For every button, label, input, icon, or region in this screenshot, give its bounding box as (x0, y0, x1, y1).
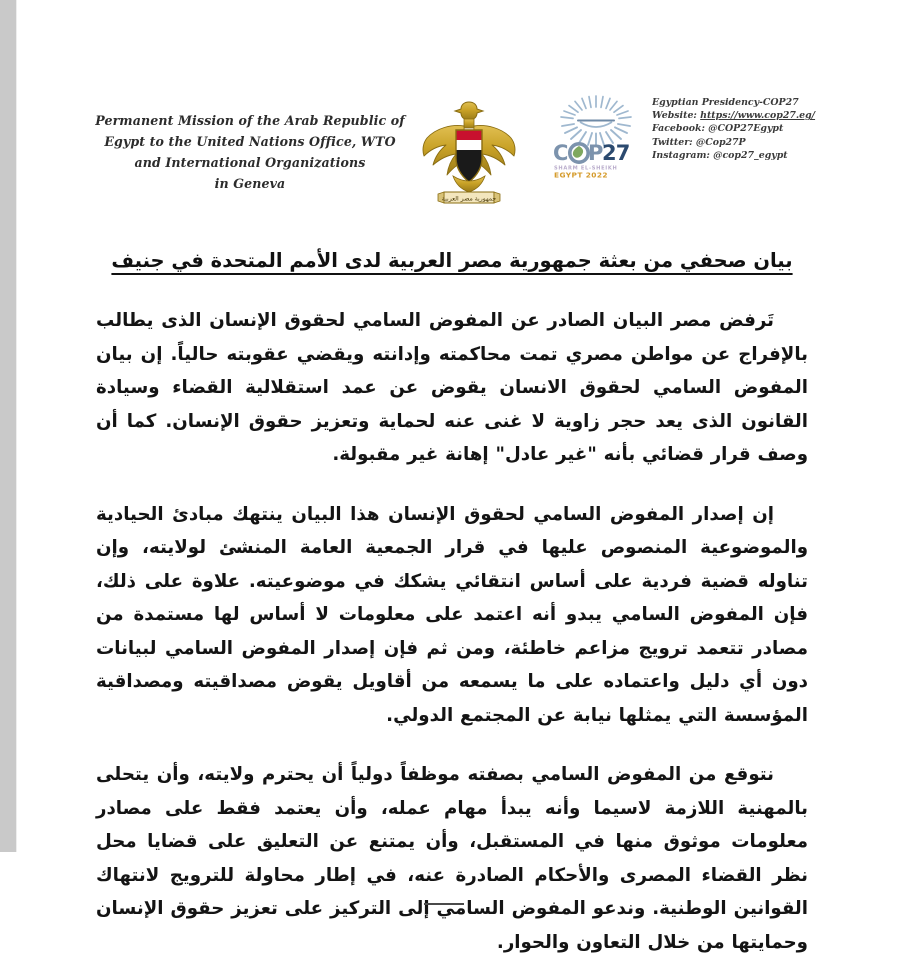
mission-title-block (88, 110, 412, 194)
contact-twitter: Twitter: @Cop27P (652, 136, 746, 148)
mission-title-line-3: and International Organizations (134, 155, 366, 170)
mission-title-line-2: Egypt to the United Nations Office, WTO (104, 134, 396, 149)
letterhead (0, 92, 904, 214)
contact-website (652, 109, 902, 122)
contact-facebook: Facebook: @COP27Egypt (652, 123, 784, 135)
footer-divider (424, 903, 464, 905)
eagle-of-saladin-icon (420, 98, 518, 210)
emblem-caption-text: جمهورية مصر العربية (441, 195, 497, 203)
cop27-contact-block (652, 96, 902, 162)
page-title: بيان صحفي من بعثة جمهورية مصر العربية لدى الأمم المتحدة في جنيف (111, 249, 793, 272)
contact-instagram: Instagram: @cop27_egypt (652, 149, 788, 161)
mission-title-line-4: in Geneva (214, 176, 286, 191)
contact-website-url[interactable]: https://www.cop27.eg/ (700, 110, 816, 122)
cop27-tagline-line-2: EGYPT 2022 (554, 170, 608, 180)
paragraph-1: تَرفض مصر البيان الصادر عن المفوض السامي لحقوق الإنسان الذى يطالب بالإفراج عن مواطن مصري تمت محاكمته وإدانته ويقضي عقوبته حالياً. إن بيان المفوض السامي لحقوق الانسان يقوض عن عمد استقلالية القضاء وسيادة القانون الذى يعد حجر زاوية لا غنى عنه لحماية وتعزيز حقوق الإنسان. كما أن وصف قرار قضائي بأنه "غير عادل" إهانة غير مقبولة. (96, 310, 808, 465)
mission-title-line-1: Permanent Mission of the Arab Republic of (95, 113, 405, 128)
document-body (96, 246, 808, 959)
cop27-sun-icon (554, 94, 638, 146)
svg-text:P: P (588, 141, 603, 165)
svg-text:27: 27 (602, 141, 630, 165)
paragraph-3: نتوقع من المفوض السامي بصفته موظفاً دولياً أن يحترم ولايته، وأن يتحلى بالمهنية اللازمة لاسيما وأنه يبدأ مهام عمله، وأن يعتمد فقط على مصادر معلومات موثوق منها في المستقبل، وأن يمتنع عن التعليق على قضايا محل نظر القضاء المصرى والأحكام الصادرة عنه، في إطار محاولة للترويج لانتهاك القوانين الوطنية. وندعو المفوض السامي إلى التركيز على تعزيز حقوق الإنسان وحمايتها من خلال التعاون والحوار. (96, 764, 808, 953)
paragraph-2: إن إصدار المفوض السامي لحقوق الإنسان هذا البيان ينتهك مبادئ الحيادية والموضوعية المنصوص عليها في قرار الجمعية العامة المنشئ لولايته، وإن تناوله قضية فردية على أساس انتقائي يشكك في موضوعيته. علاوة على ذلك، فإن المفوض السامي يبدو أنه اعتمد على معلومات لا أساس لها مستمدة من مصادر تتعمد ترويج مزاعم خاطئة، ومن ثم فإن إصدار المفوض السامي لبيانات دون أي دليل واعتماده على ما يسمعه من أقاويل يقوض مصداقيته ومصداقية المؤسسة التي يمثلها نيابة عن المجتمع الدولي. (96, 503, 808, 726)
cop27-wordmark-text: C (553, 141, 568, 165)
cop27-logo (550, 94, 642, 190)
cop27-wordmark (552, 140, 640, 180)
cop27-tagline-line-1: SHARM EL-SHEIKH (554, 165, 618, 172)
contact-presidency: Egyptian Presidency-COP27 (652, 97, 799, 108)
contact-website-label: Website: (652, 110, 697, 122)
